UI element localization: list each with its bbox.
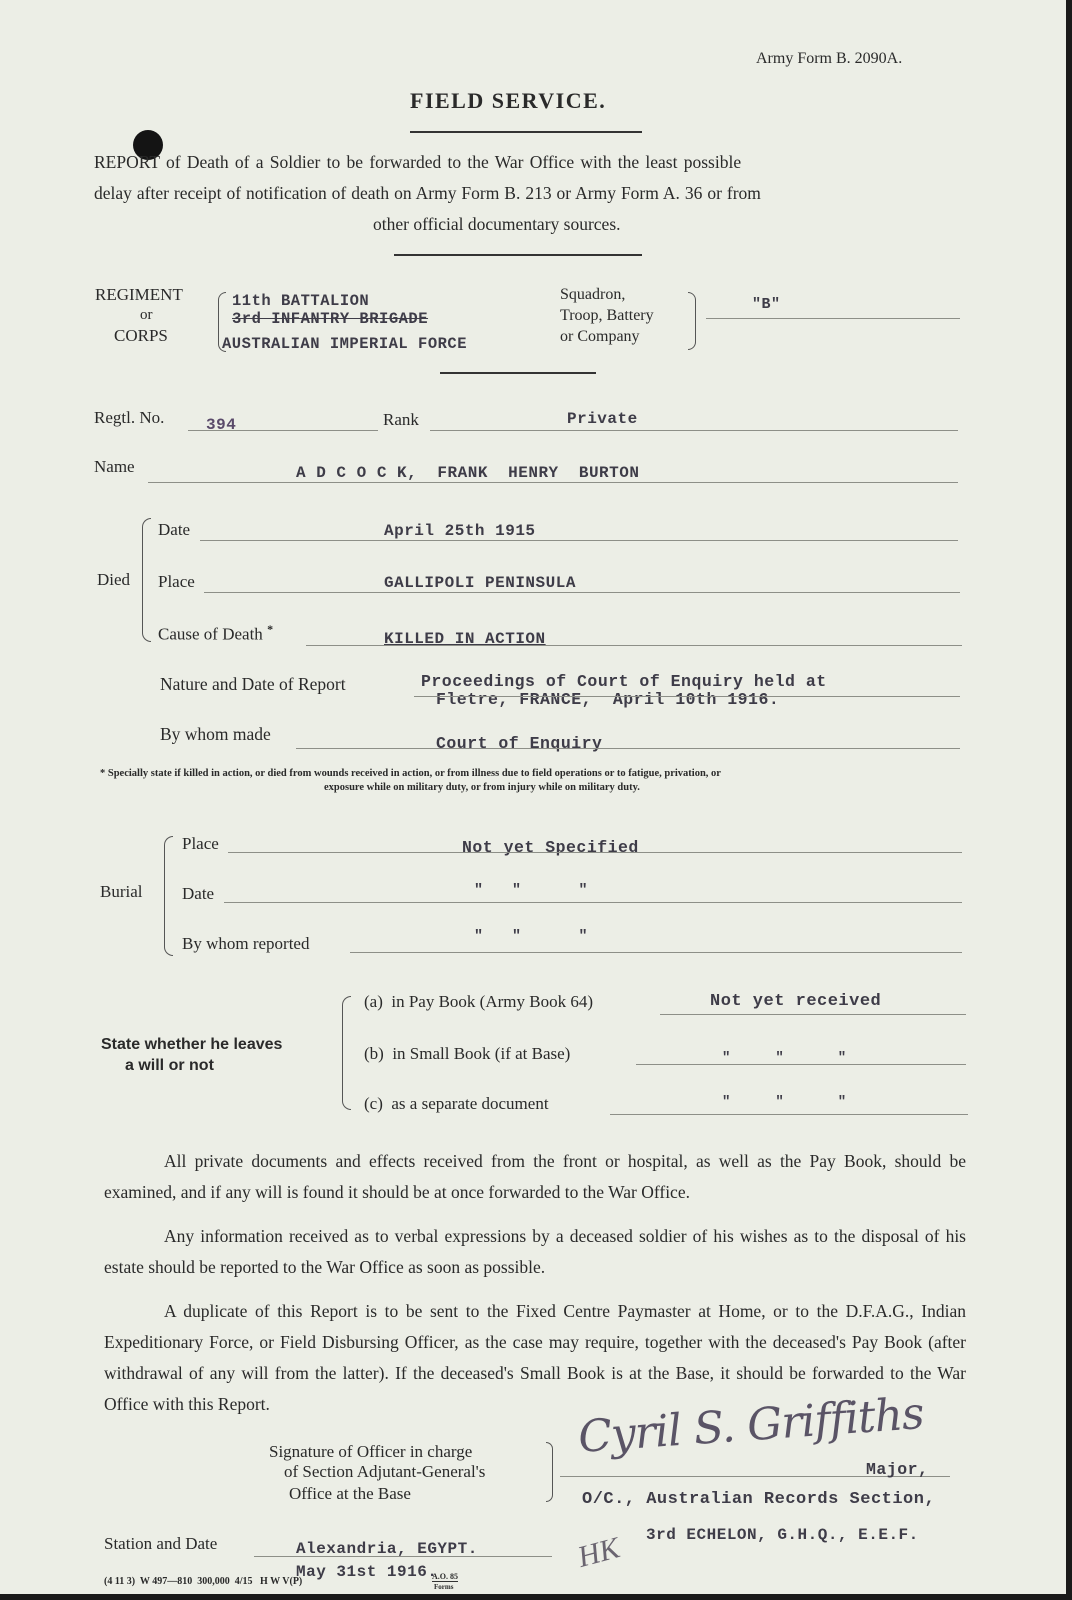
station-label: Station and Date: [104, 1534, 218, 1553]
name-label: Name: [94, 457, 135, 476]
regiment-value-3: AUSTRALIAN IMPERIAL FORCE: [222, 335, 468, 353]
burial-place-value: Not yet Specified: [462, 838, 639, 857]
died-place-line: [204, 592, 960, 593]
page-title: FIELD SERVICE.: [410, 88, 607, 113]
will-a-line: [660, 1014, 966, 1015]
intro-line-1: REPORT of Death of a Soldier to be forwarded to the War Office with the least possible: [94, 152, 742, 172]
footnote-line-2: exposure while on military duty, or from injury while on military duty.: [324, 782, 640, 793]
died-date-label: Date: [158, 520, 191, 539]
cause-label: [158, 622, 273, 645]
office-line-1: O/C., Australian Records Section,: [582, 1490, 936, 1509]
signature-label-3: Office at the Base: [289, 1484, 411, 1503]
burial-label: Burial: [100, 882, 143, 901]
died-place-value: GALLIPOLI PENINSULA: [384, 574, 576, 592]
officer-signature: Cyril S. Griffiths: [576, 1388, 926, 1463]
name-line: [148, 482, 958, 483]
cause-label-text: Cause of Death: [158, 624, 263, 644]
station-value-2: May 31st 1916.: [296, 1563, 438, 1581]
instruction-paragraph-3: A duplicate of this Report is to be sent to the Fixed Centre Paymaster at Home, or to the D.F.A.G., Indian Expeditionary Force, or Field Disbursing Officer, as the case may require, together with the deceased's Pay Book (after withdrawal of any will from the latter). If the deceased's Small Book is at the Base, it should be forwarded to the War Office with this Report.: [104, 1301, 966, 1414]
title-rule: [410, 131, 642, 133]
will-label-1: State whether he leaves: [101, 1036, 283, 1053]
died-place-label: Place: [158, 572, 195, 591]
died-date-line: [200, 540, 958, 541]
burial-date-value: " " ": [474, 882, 589, 899]
will-c-line: [610, 1114, 968, 1115]
will-b-value: " " ": [722, 1050, 847, 1066]
squadron-value: "B": [752, 296, 781, 313]
nature-value-2: Fletre, FRANCE, April 10th 1916.: [436, 690, 780, 709]
burial-place-line: [228, 852, 962, 853]
will-label-2: a will or not: [125, 1057, 214, 1074]
name-value: A D C O C K, FRANK HENRY BURTON: [296, 464, 640, 482]
cause-line: [306, 645, 962, 646]
station-value-1: Alexandria, EGYPT.: [296, 1540, 478, 1558]
burial-brace: [164, 836, 173, 956]
nature-label: Nature and Date of Report: [160, 674, 346, 694]
will-c-label: (c) as a separate document: [364, 1094, 549, 1113]
instruction-paragraph-2: Any information received as to verbal expressions by a deceased soldier of his wishes as to the disposal of his estate should be reported to the War Office as soon as possible.: [104, 1226, 966, 1277]
ao-form-code: A.O. 85: [432, 1572, 458, 1581]
squadron-label-1: Squadron,: [560, 286, 626, 303]
cause-value: KILLED IN ACTION: [384, 630, 546, 648]
station-line: [254, 1556, 552, 1557]
cause-footnote-mark: *: [267, 622, 274, 636]
squadron-label-2: Troop, Battery: [560, 307, 654, 324]
rank-line: [430, 430, 958, 431]
by-whom-made-value: Court of Enquiry: [436, 734, 603, 753]
corps-label: CORPS: [114, 326, 168, 345]
by-whom-made-line: [296, 748, 960, 749]
squadron-label-3: or Company: [560, 328, 640, 345]
regtl-no-value: 394: [206, 416, 237, 434]
will-b-label: (b) in Small Book (if at Base): [364, 1044, 571, 1063]
intro-line-3: other official documentary sources.: [373, 214, 621, 234]
rank-value: Private: [567, 410, 638, 428]
burial-date-label: Date: [182, 884, 215, 903]
died-label: Died: [97, 570, 131, 589]
burial-place-label: Place: [182, 834, 219, 853]
regiment-label: REGIMENT: [95, 285, 183, 304]
burial-date-line: [224, 902, 962, 903]
died-brace: [142, 518, 151, 642]
nature-line: [414, 696, 960, 697]
will-c-value: " " ": [722, 1094, 847, 1110]
died-date-value: April 25th 1915: [384, 522, 536, 540]
regtl-no-label: Regtl. No.: [94, 408, 165, 427]
squadron-line: [706, 318, 960, 319]
office-line-2: 3rd ECHELON, G.H.Q., E.E.F.: [646, 1526, 919, 1544]
intro-rule: [394, 254, 642, 256]
form-number: Army Form B. 2090A.: [756, 50, 903, 67]
will-brace: [342, 996, 351, 1110]
will-b-line: [636, 1064, 966, 1065]
signature-label-1: Signature of Officer in charge: [269, 1442, 473, 1461]
officer-rank: Major,: [866, 1460, 929, 1479]
will-a-label: (a) in Pay Book (Army Book 64): [364, 992, 594, 1011]
burial-reported-label: By whom reported: [182, 934, 310, 953]
burial-reported-value: " " ": [474, 928, 589, 945]
regiment-value-2: 3rd INFANTRY BRIGADE: [232, 310, 429, 328]
rank-label: Rank: [383, 410, 419, 429]
burial-reported-line: [350, 952, 962, 953]
intro-line-2: delay after receipt of notification of death on Army Form B. 213 or Army Form A. 36 or from: [94, 183, 761, 203]
squadron-brace: [688, 292, 696, 350]
signature-label-2: of Section Adjutant-General's: [284, 1462, 486, 1481]
regiment-value-1: 11th BATTALION: [232, 292, 370, 310]
initials-mark: HK: [574, 1531, 624, 1574]
footnote-line-1: * Specially state if killed in action, or died from wounds received in action, or from illness due to field operations or to fatigue, privation, or: [100, 768, 721, 779]
print-code: (4 11 3) W 497—810 300,000 4/15 H W V(P): [104, 1576, 303, 1587]
will-a-value: Not yet received: [710, 992, 882, 1011]
by-whom-made-label: By whom made: [160, 724, 271, 744]
instruction-paragraph-1: All private documents and effects received from the front or hospital, as well as the Pay Book, should be examined, and if any will is found it should be at once forwarded to the War Office.: [104, 1151, 966, 1202]
regtl-no-line: [188, 430, 378, 431]
regiment-rule: [440, 372, 596, 374]
regiment-or-label: or: [140, 307, 153, 323]
signature-brace: [546, 1442, 553, 1502]
nature-value-1: Proceedings of Court of Enquiry held at: [421, 672, 827, 691]
ao-forms-label: Forms: [434, 1583, 454, 1591]
